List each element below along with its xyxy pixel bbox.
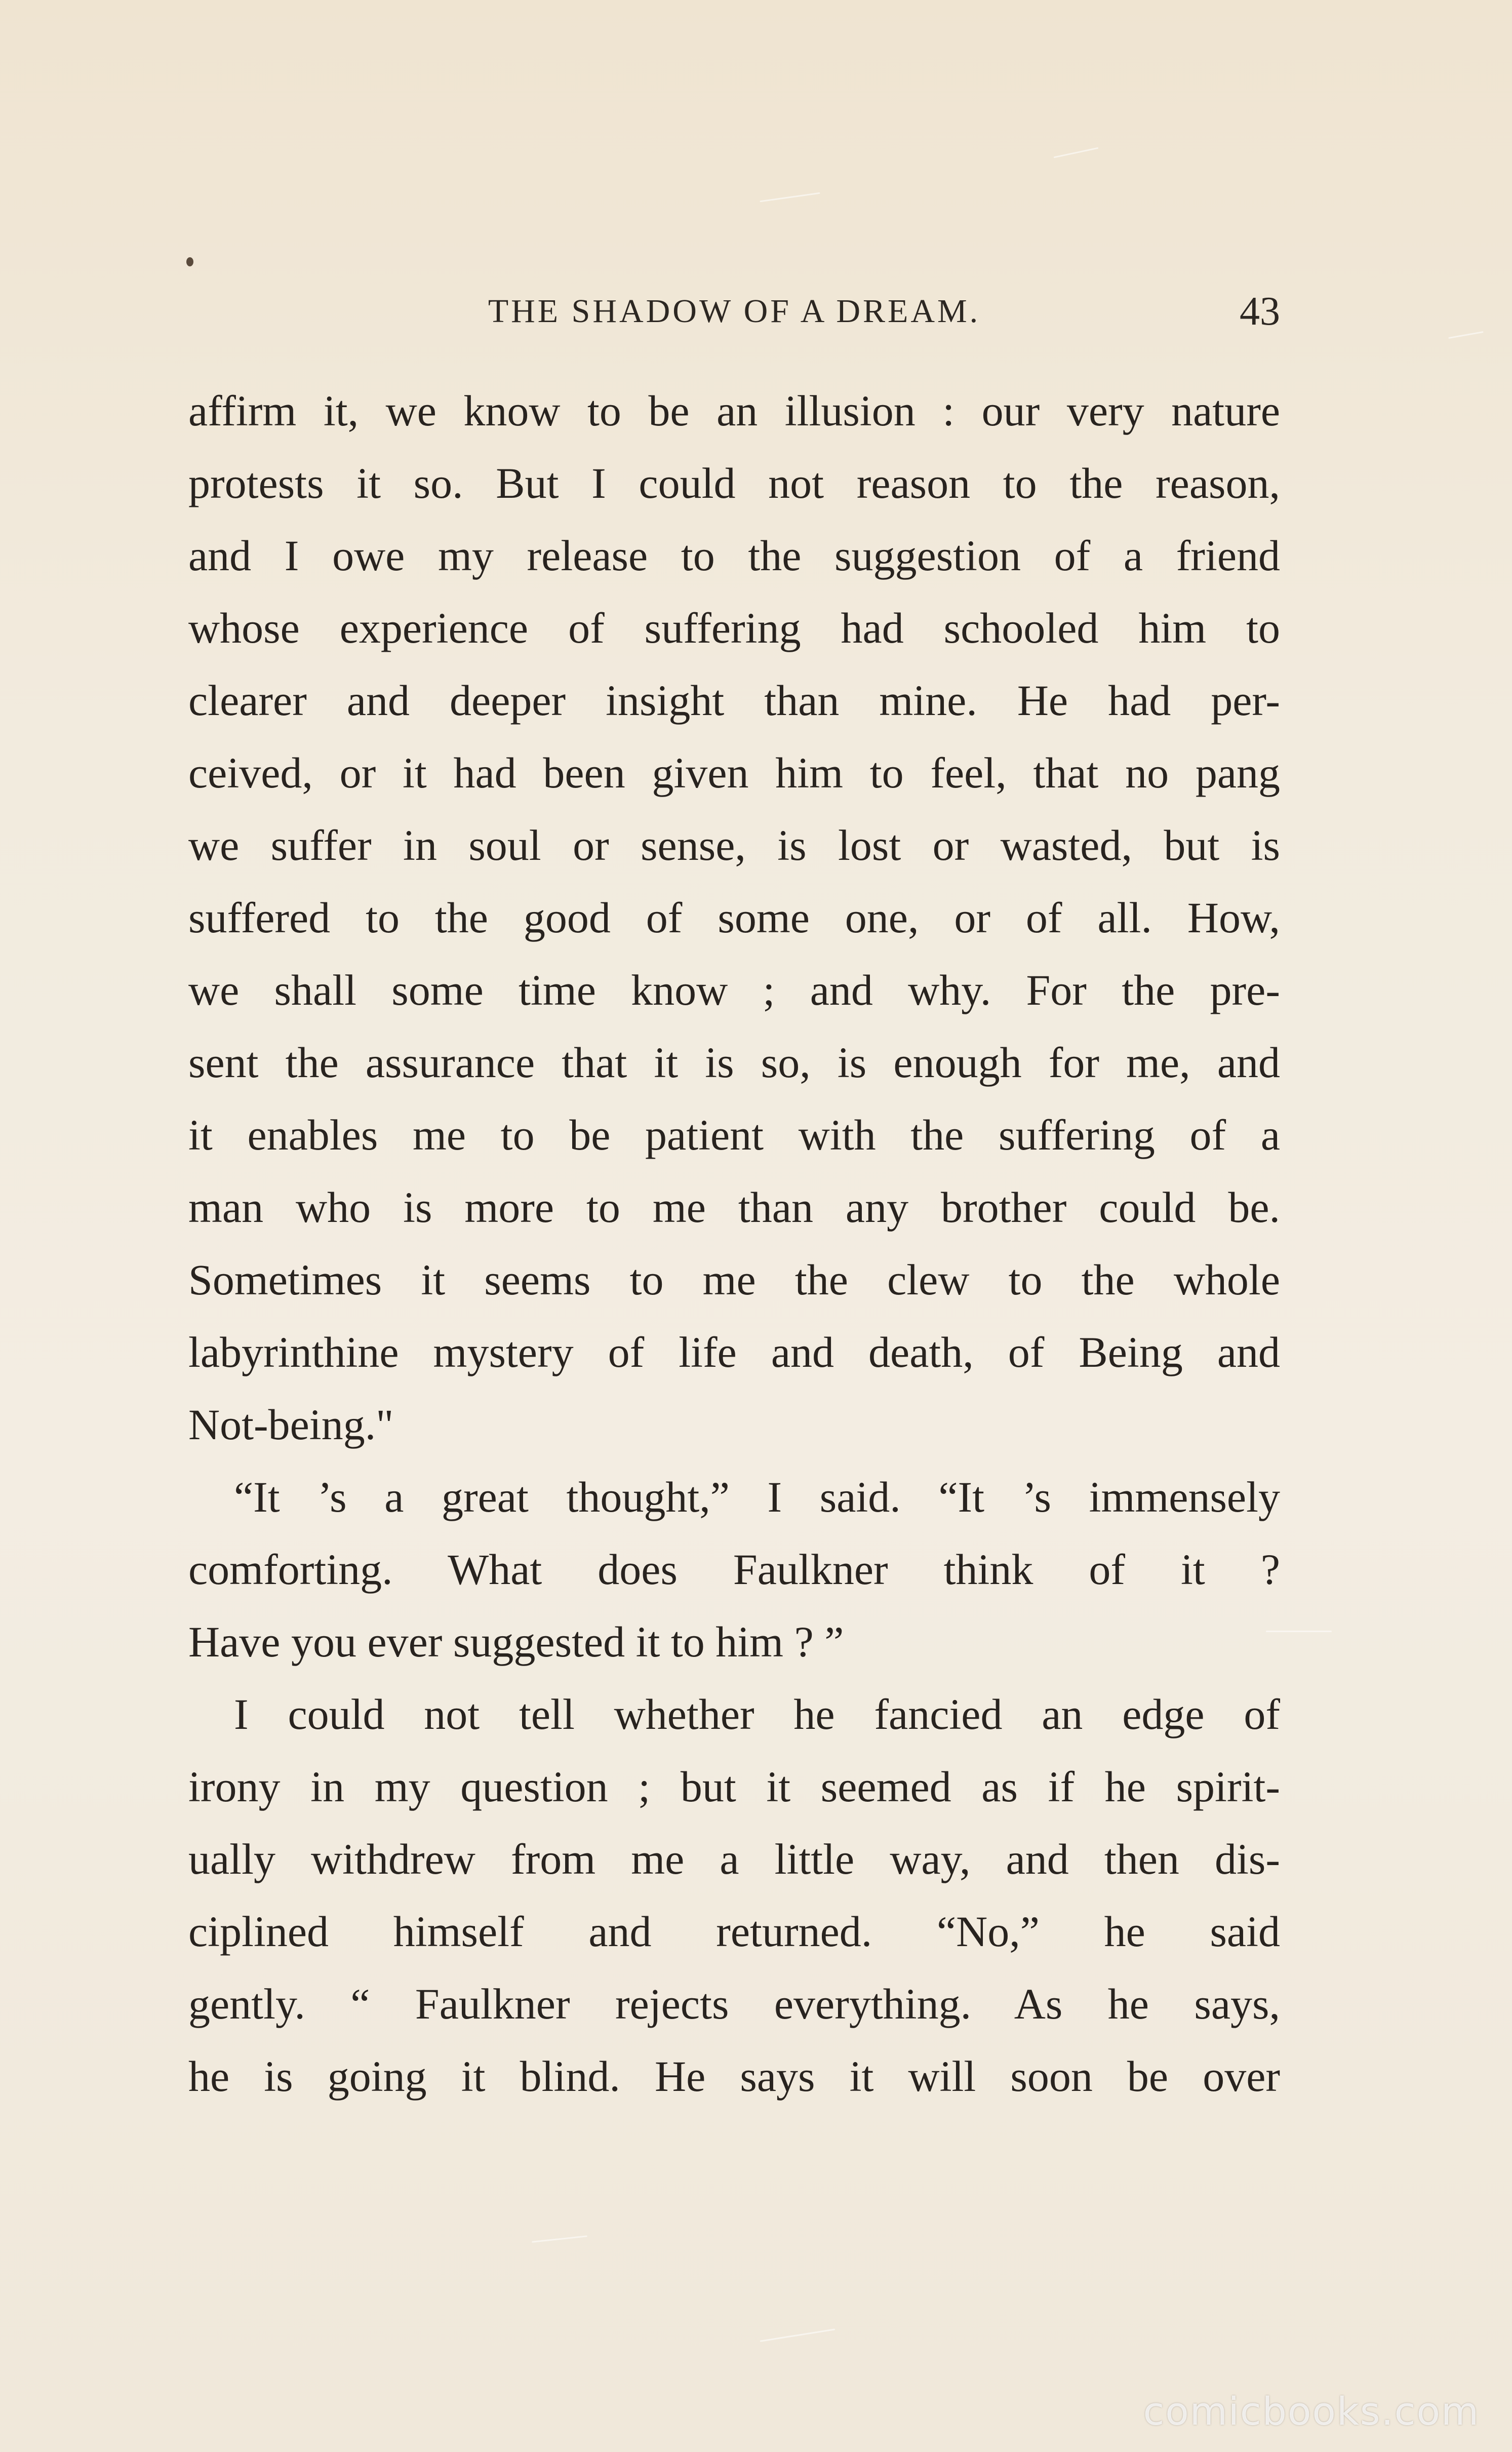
text-line: protests it so. But I could not reason to the reason, xyxy=(188,459,1280,507)
text-line: ceived, or it had been given him to feel, that no pang xyxy=(188,748,1280,797)
text-line: whose experience of suffering had schooled him to xyxy=(188,604,1280,652)
watermark-text: comicbooks.com xyxy=(1143,2389,1480,2434)
paragraph-end-line: Not-being." xyxy=(188,1400,394,1449)
page-number: 43 xyxy=(1240,289,1280,334)
paper-scratch xyxy=(1054,147,1099,159)
text-line: man who is more to me than any brother could be. xyxy=(188,1183,1280,1232)
text-line: irony in my question ; but it seemed as if he spirit- xyxy=(188,1762,1280,1811)
ink-speck xyxy=(186,257,193,266)
text-line: he is going it blind. He says it will soon be over xyxy=(188,2052,1280,2101)
paragraph-start-line: I could not tell whether he fancied an edge of xyxy=(234,1690,1280,1738)
text-line: suffered to the good of some one, or of all. How, xyxy=(188,893,1280,942)
text-line: we suffer in soul or sense, is lost or wasted, but is xyxy=(188,821,1280,869)
paper-scratch xyxy=(760,2328,835,2342)
text-line: labyrinthine mystery of life and death, of Being and xyxy=(188,1328,1280,1376)
text-line: comforting. What does Faulkner think of it ? xyxy=(188,1545,1280,1594)
text-line: gently. “ Faulkner rejects everything. As he says, xyxy=(188,1980,1280,2028)
text-line: clearer and deeper insight than mine. He had per- xyxy=(188,676,1280,725)
text-line: sent the assurance that it is so, is enough for me, and xyxy=(188,1038,1280,1087)
text-line: it enables me to be patient with the suffering of a xyxy=(188,1111,1280,1159)
running-head-title: THE SHADOW OF A DREAM. xyxy=(488,293,981,330)
text-line: Sometimes it seems to me the clew to the whole xyxy=(188,1255,1280,1304)
text-line: ciplined himself and returned. “No,” he said xyxy=(188,1907,1280,1956)
paper-scratch xyxy=(532,2235,587,2242)
paragraph-start-line: “It ’s a great thought,” I said. “It ’s immensely xyxy=(234,1473,1280,1521)
text-line: we shall some time know ; and why. For the pre- xyxy=(188,966,1280,1014)
paragraph-end-line: Have you ever suggested it to him ? ” xyxy=(188,1617,844,1666)
paper-scratch xyxy=(1448,331,1483,339)
text-line: and I owe my release to the suggestion of a friend xyxy=(188,531,1280,580)
paper-scratch xyxy=(760,192,820,203)
text-line: ually withdrew from me a little way, and then dis- xyxy=(188,1835,1280,1883)
running-head xyxy=(188,284,1280,339)
body-text xyxy=(188,375,1280,2113)
text-line: affirm it, we know to be an illusion : our very nature xyxy=(188,386,1280,435)
